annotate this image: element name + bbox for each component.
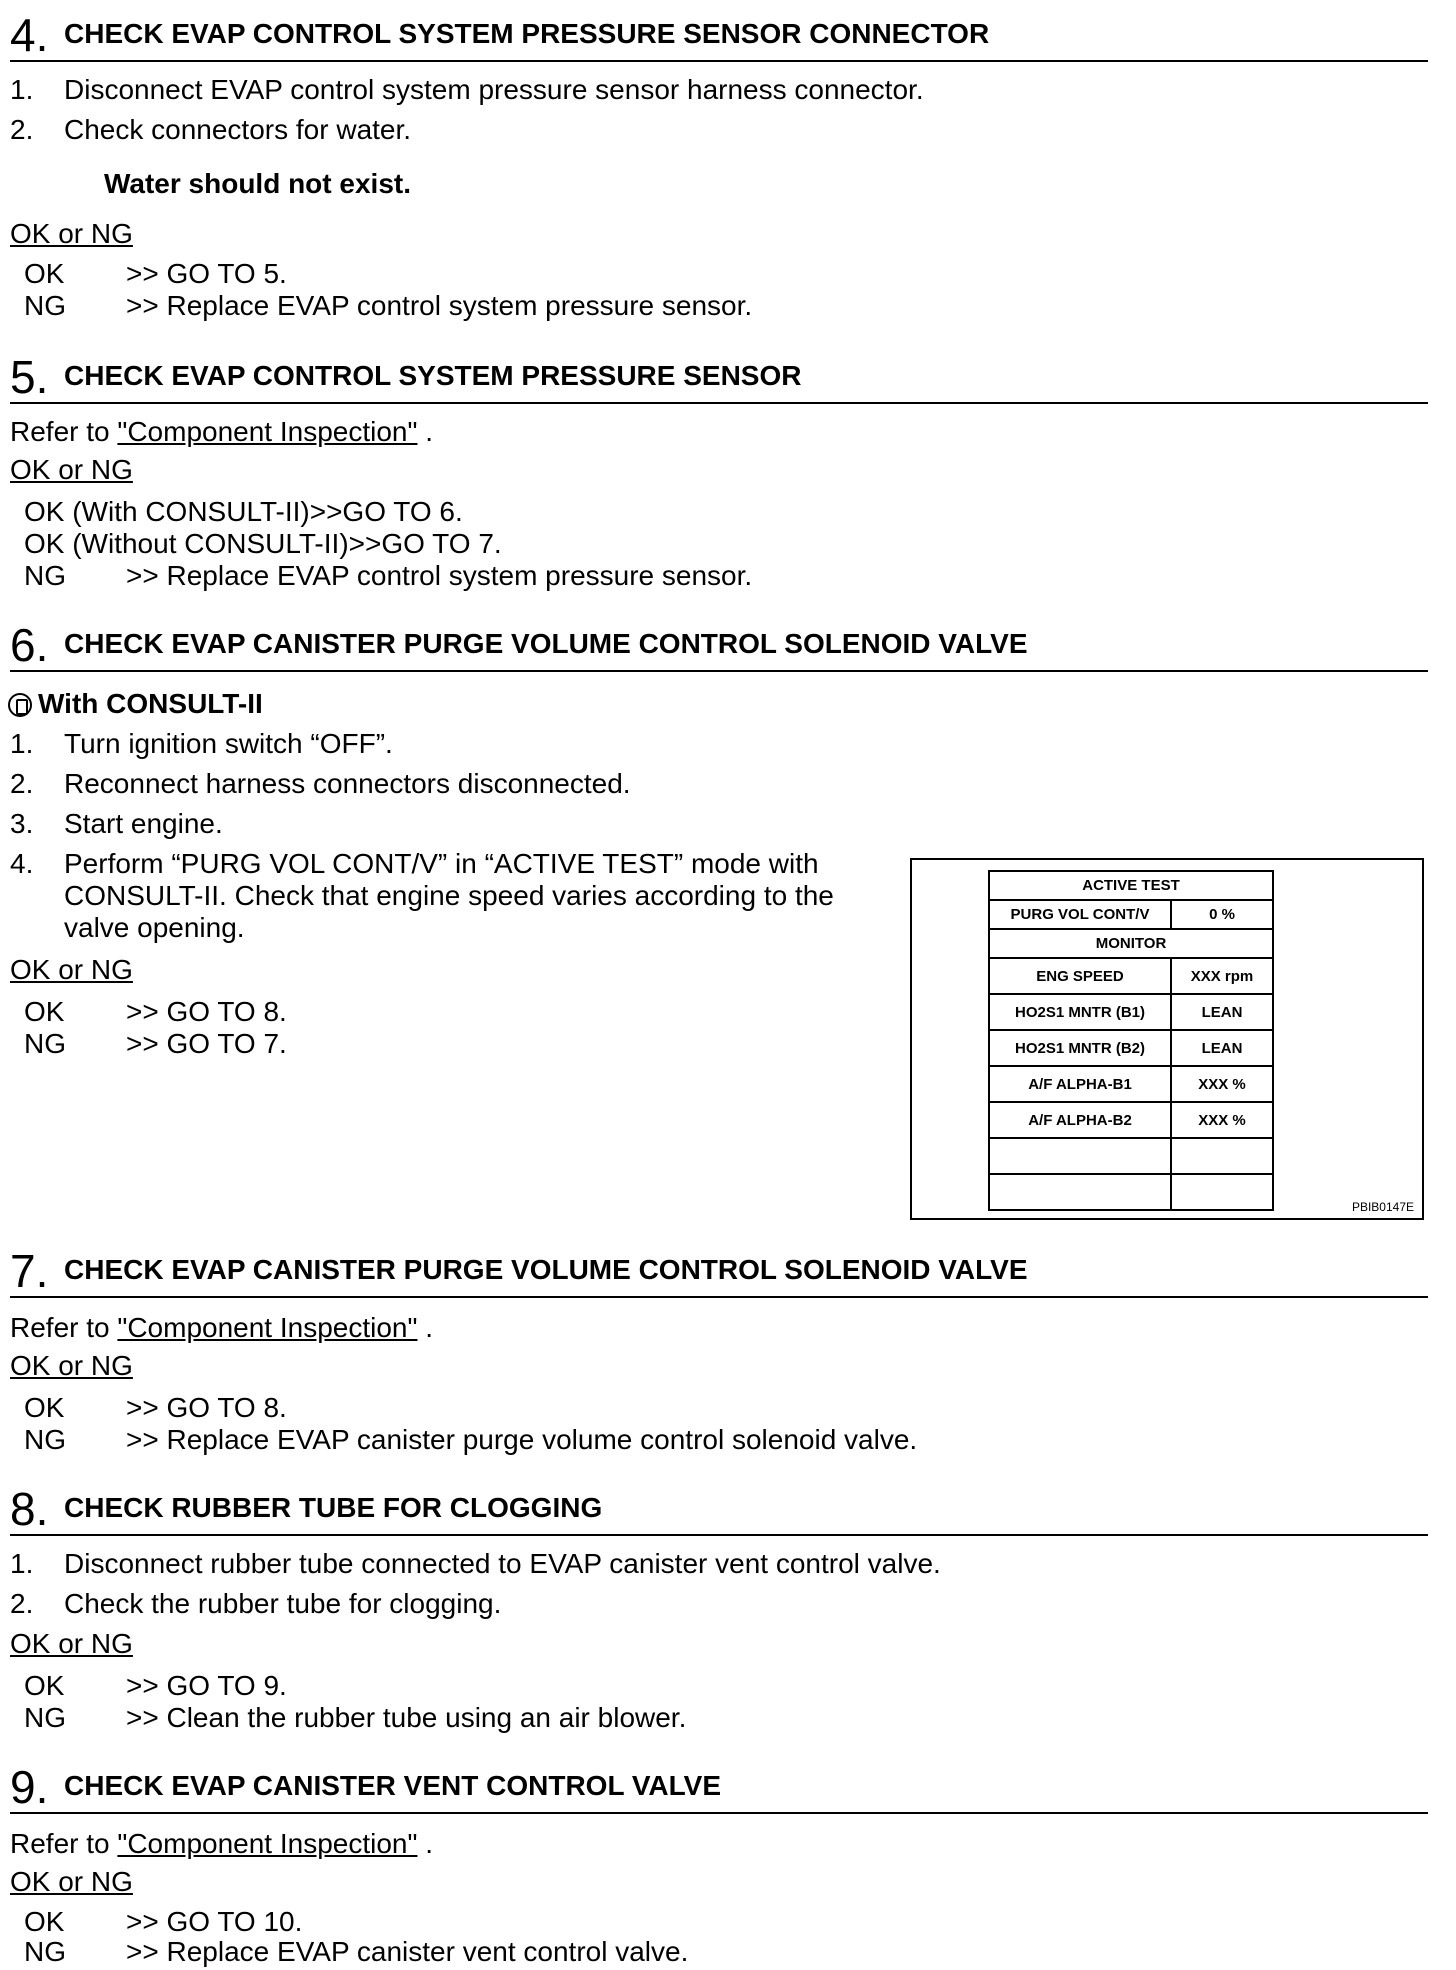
monitor-item-name: HO2S1 MNTR (B2) xyxy=(989,1030,1171,1066)
result-label: NG xyxy=(24,1702,66,1733)
item-continuation: CONSULT-II. Check that engine speed varies according to the xyxy=(64,880,834,911)
active-test-figure xyxy=(910,858,1424,1220)
refer-prefix: Refer to xyxy=(10,416,118,447)
item-number: 1. xyxy=(10,1548,34,1579)
item-text: Disconnect EVAP control system pressure sensor harness connector. xyxy=(64,74,924,105)
item-number: 2. xyxy=(10,768,34,799)
refer-suffix: . xyxy=(417,1828,434,1859)
result-label: OK xyxy=(24,996,65,1027)
item-number: 3. xyxy=(10,808,34,839)
empty-cell xyxy=(1171,1138,1273,1174)
item-text: Turn ignition switch “OFF”. xyxy=(64,728,393,759)
result-action: >> GO TO 5. xyxy=(126,258,287,289)
step-number: 6. xyxy=(10,619,49,671)
step-number: 8. xyxy=(10,1483,49,1535)
step-title: CHECK EVAP CANISTER VENT CONTROL VALVE xyxy=(64,1770,722,1801)
refer-line xyxy=(10,1828,433,1860)
monitor-item-name: HO2S1 MNTR (B1) xyxy=(989,994,1171,1030)
note: Water should not exist. xyxy=(104,168,411,199)
result-label: NG xyxy=(24,1028,66,1059)
item-number: 1. xyxy=(10,728,34,759)
refer-suffix: . xyxy=(417,416,434,447)
result-action: >> GO TO 10. xyxy=(126,1906,303,1937)
result-action: >> GO TO 8. xyxy=(126,996,287,1027)
item-text: Disconnect rubber tube connected to EVAP canister vent control valve. xyxy=(64,1548,941,1579)
result-action: >> GO TO 9. xyxy=(126,1670,287,1701)
component-inspection-link[interactable]: "Component Inspection" xyxy=(117,1828,418,1859)
monitor-item-name: A/F ALPHA-B1 xyxy=(989,1066,1171,1102)
step-title: CHECK RUBBER TUBE FOR CLOGGING xyxy=(64,1492,603,1523)
item-number: 1. xyxy=(10,74,34,105)
test-item-value: 0 % xyxy=(1171,900,1273,929)
step-number: 5. xyxy=(10,351,49,403)
ok-or-ng-heading: OK or NG xyxy=(10,454,133,485)
item-number: 4. xyxy=(10,848,34,879)
item-number: 2. xyxy=(10,1588,34,1619)
item-text: Check connectors for water. xyxy=(64,114,412,145)
refer-line xyxy=(10,1312,433,1344)
ok-or-ng-heading: OK or NG xyxy=(10,954,133,985)
ok-or-ng-heading: OK or NG xyxy=(10,1350,133,1381)
result-label: NG xyxy=(24,1936,66,1967)
result-action: >> Replace EVAP canister purge volume control solenoid valve. xyxy=(126,1424,918,1455)
step-title: CHECK EVAP CONTROL SYSTEM PRESSURE SENSOR CONNECTOR xyxy=(64,18,990,49)
monitor-item-value: XXX % xyxy=(1171,1102,1273,1138)
ok-or-ng-heading: OK or NG xyxy=(10,1866,133,1897)
refer-line xyxy=(10,416,433,448)
ok-or-ng-heading: OK or NG xyxy=(10,218,133,249)
monitor-item-name: A/F ALPHA-B2 xyxy=(989,1102,1171,1138)
result-action: >> Clean the rubber tube using an air blower. xyxy=(126,1702,687,1733)
item-continuation: valve opening. xyxy=(64,912,245,943)
active-test-table xyxy=(988,870,1274,1211)
figure-code: PBIB0147E xyxy=(1351,1200,1414,1214)
refer-prefix: Refer to xyxy=(10,1828,118,1859)
result-action: >> GO TO 7. xyxy=(126,1028,287,1059)
monitor-item-value: LEAN xyxy=(1171,1030,1273,1066)
empty-cell xyxy=(989,1138,1171,1174)
step-title: CHECK EVAP CANISTER PURGE VOLUME CONTROL SOLENOID VALVE xyxy=(64,628,1028,659)
step-9-header xyxy=(10,1750,1428,1814)
step-title: CHECK EVAP CONTROL SYSTEM PRESSURE SENSOR xyxy=(64,360,802,391)
result-action: >> Replace EVAP control system pressure sensor. xyxy=(126,290,753,321)
result-label: OK xyxy=(24,1392,65,1423)
step-number: 4. xyxy=(10,9,49,61)
empty-cell xyxy=(989,1174,1171,1210)
step-5-header xyxy=(10,340,1428,404)
result-label: OK xyxy=(24,1670,65,1701)
step-8-header xyxy=(10,1472,1428,1536)
active-test-header: ACTIVE TEST xyxy=(989,871,1273,900)
item-number: 2. xyxy=(10,114,34,145)
result-label: NG xyxy=(24,560,66,591)
monitor-item-name: ENG SPEED xyxy=(989,958,1171,994)
item-text-line: Perform “PURG VOL CONT/V” in “ACTIVE TEST” mode with xyxy=(64,848,819,879)
step-6-header xyxy=(10,608,1428,672)
result-line: OK (Without CONSULT-II)>>GO TO 7. xyxy=(24,528,502,559)
item-text: Reconnect harness connectors disconnected. xyxy=(64,768,631,799)
result-label: OK xyxy=(24,1906,65,1937)
result-label: NG xyxy=(24,290,66,321)
with-consult-text: With CONSULT-II xyxy=(38,688,263,719)
refer-prefix: Refer to xyxy=(10,1312,118,1343)
monitor-item-value: XXX rpm xyxy=(1171,958,1273,994)
consult-ii-icon xyxy=(8,693,32,717)
step-4-header xyxy=(10,0,1428,62)
result-line: OK (With CONSULT-II)>>GO TO 6. xyxy=(24,496,463,527)
result-label: OK xyxy=(24,258,65,289)
step-number: 9. xyxy=(10,1761,49,1813)
step-number: 7. xyxy=(10,1245,49,1297)
item-text: Start engine. xyxy=(64,808,223,839)
result-action: >> Replace EVAP canister vent control valve. xyxy=(126,1936,689,1967)
item-text: Check the rubber tube for clogging. xyxy=(64,1588,502,1619)
monitor-item-value: LEAN xyxy=(1171,994,1273,1030)
empty-cell xyxy=(1171,1174,1273,1210)
monitor-header: MONITOR xyxy=(989,929,1273,958)
result-label: NG xyxy=(24,1424,66,1455)
step-title: CHECK EVAP CANISTER PURGE VOLUME CONTROL SOLENOID VALVE xyxy=(64,1254,1028,1285)
component-inspection-link[interactable]: "Component Inspection" xyxy=(117,416,418,447)
monitor-item-value: XXX % xyxy=(1171,1066,1273,1102)
refer-suffix: . xyxy=(417,1312,434,1343)
ok-or-ng-heading: OK or NG xyxy=(10,1628,133,1659)
component-inspection-link[interactable]: "Component Inspection" xyxy=(117,1312,418,1343)
step-7-header xyxy=(10,1234,1428,1298)
result-action: >> GO TO 8. xyxy=(126,1392,287,1423)
result-action: >> Replace EVAP control system pressure sensor. xyxy=(126,560,753,591)
with-consult-label xyxy=(8,688,263,720)
test-item-name: PURG VOL CONT/V xyxy=(989,900,1171,929)
